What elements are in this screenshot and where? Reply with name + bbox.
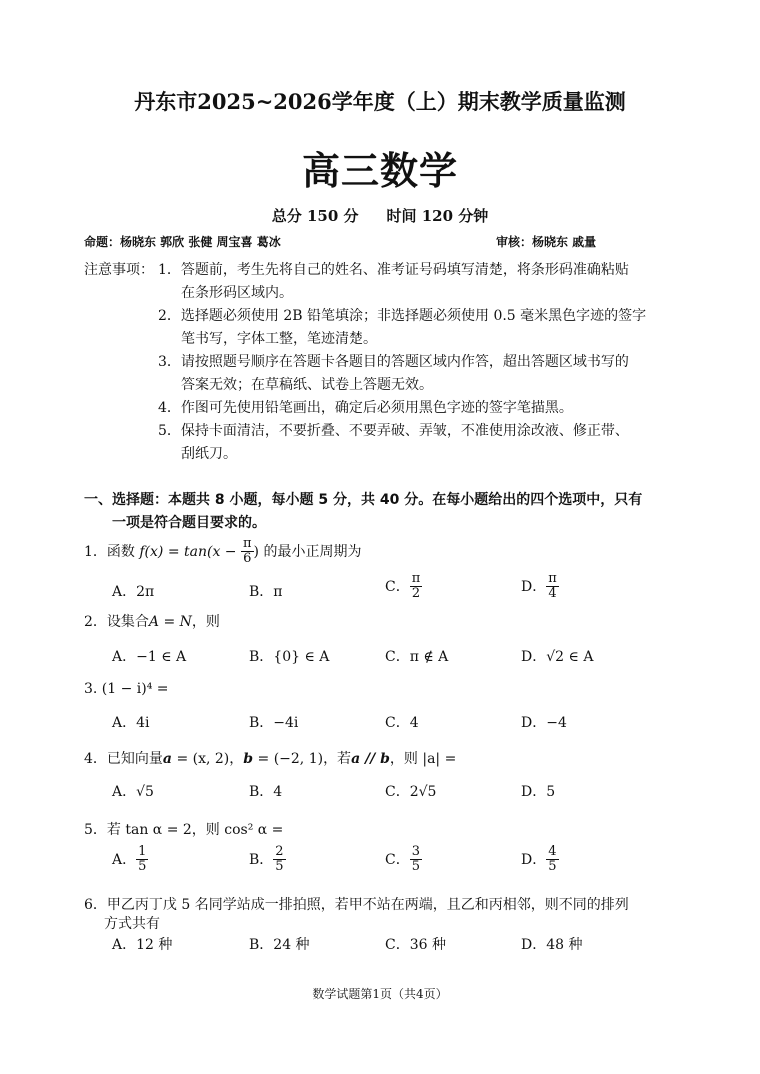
q2-option-a: A．−1 ∈ A [112, 649, 187, 665]
q4-option-d: D．5 [521, 784, 556, 800]
note-1b: 在条形码区域内。 [181, 285, 293, 301]
note-2b: 笔书写，字体工整，笔迹清楚。 [181, 331, 377, 347]
subject-title: 高三数学 [301, 149, 458, 193]
exam-time: 时间 120 分钟 [386, 207, 489, 225]
notes-label: 注意事项： [84, 262, 154, 278]
note-3b: 答案无效；在草稿纸、试卷上答题无效。 [181, 377, 433, 393]
q4-option-b: B．4 [249, 784, 283, 800]
score-time-line [0, 205, 760, 226]
note-3a: 3．请按照题号顺序在答题卡各题目的答题区域内作答，超出答题区域书写的 [158, 354, 629, 370]
q3-option-b: B．−4i [249, 715, 299, 731]
q2-option-d: D．√2 ∈ A [521, 649, 594, 665]
q5-option-c: C． $\frac{3}{5}$ [385, 844, 420, 875]
q2-option-b: B．{0} ∈ A [249, 649, 330, 665]
note-4: 4．作图可先使用铅笔画出，确定后必须用黑色字迹的签字笔描黑。 [158, 400, 573, 416]
section1-line1: 一、选择题：本题共 8 小题，每小题 5 分，共 40 分。在每小题给出的四个选项中，只有 [84, 492, 643, 508]
q3-option-d: D．−4 [521, 715, 567, 731]
total-score: 总分 150 分 [271, 207, 359, 225]
q3-option-a: A．4i [112, 715, 150, 731]
fraction-pi-6: $\frac{\pi}{6}$ [243, 536, 252, 567]
exam-title: 丹东市2025~2026学年度（上）期末教学质量监测 [134, 89, 626, 114]
q3-option-c: C．4 [385, 715, 419, 731]
q1-option-c: C． $\frac{\pi}{2}$ [385, 571, 421, 602]
q2-option-c: C．π ∉ A [385, 649, 449, 665]
question-5-stem: 5．若 tan α = 2，则 cos² α = [84, 822, 284, 838]
q6-option-c: C．36 种 [385, 937, 446, 953]
question-4-stem: 4．已知向量a = (x, 2)，b = (−2, 1)，若a // b，则 |a| = [84, 751, 457, 767]
q1-option-d: D． $\frac{\pi}{4}$ [521, 571, 557, 602]
q1-option-a: A．2π [112, 584, 155, 600]
question-6-line2: 方式共有 [104, 916, 160, 932]
note-2a: 2．选择题必须使用 2B 铅笔填涂；非选择题必须使用 0.5 毫米黑色字迹的签字 [158, 308, 647, 324]
question-6-line1: 6．甲乙丙丁戊 5 名同学站成一排拍照，若甲不站在两端，且乙和丙相邻，则不同的排列 [84, 897, 629, 913]
question-3-stem: 3. (1 − i)⁴ = [84, 681, 169, 697]
note-1a: 1．答题前，考生先将自己的姓名、准考证号码填写清楚，将条形码准确粘贴 [158, 262, 629, 278]
authors-right: 审核：杨晓东 戚量 [496, 235, 597, 249]
note-5b: 刮纸刀。 [181, 446, 237, 462]
question-2-stem: 2．设集合A = N，则 [84, 614, 220, 630]
authors-left: 命题：杨晓东 郭欣 张健 周宝喜 葛冰 [84, 235, 281, 249]
page-footer: 数学试题第1页（共4页） [312, 987, 448, 1001]
q4-option-c: C．2√5 [385, 784, 437, 800]
section1-line2: 一项是符合题目要求的。 [112, 515, 266, 531]
question-1-stem: 1．函数 f(x) = tan(x − $\frac{\pi}{6}$ ) 的最小正周期为 [84, 536, 362, 567]
q5-option-b: B． $\frac{2}{5}$ [249, 844, 284, 875]
q1-option-b: B．π [249, 584, 283, 600]
note-5a: 5．保持卡面清洁，不要折叠、不要弄破、弄皱，不准使用涂改液、修正带、 [158, 423, 629, 439]
q5-option-d: D． $\frac{4}{5}$ [521, 844, 557, 875]
q5-option-a: A． $\frac{1}{5}$ [112, 844, 147, 875]
q6-option-d: D．48 种 [521, 937, 583, 953]
q6-option-a: A．12 种 [112, 937, 173, 953]
q4-option-a: A．√5 [112, 784, 154, 800]
q6-option-b: B．24 种 [249, 937, 310, 953]
